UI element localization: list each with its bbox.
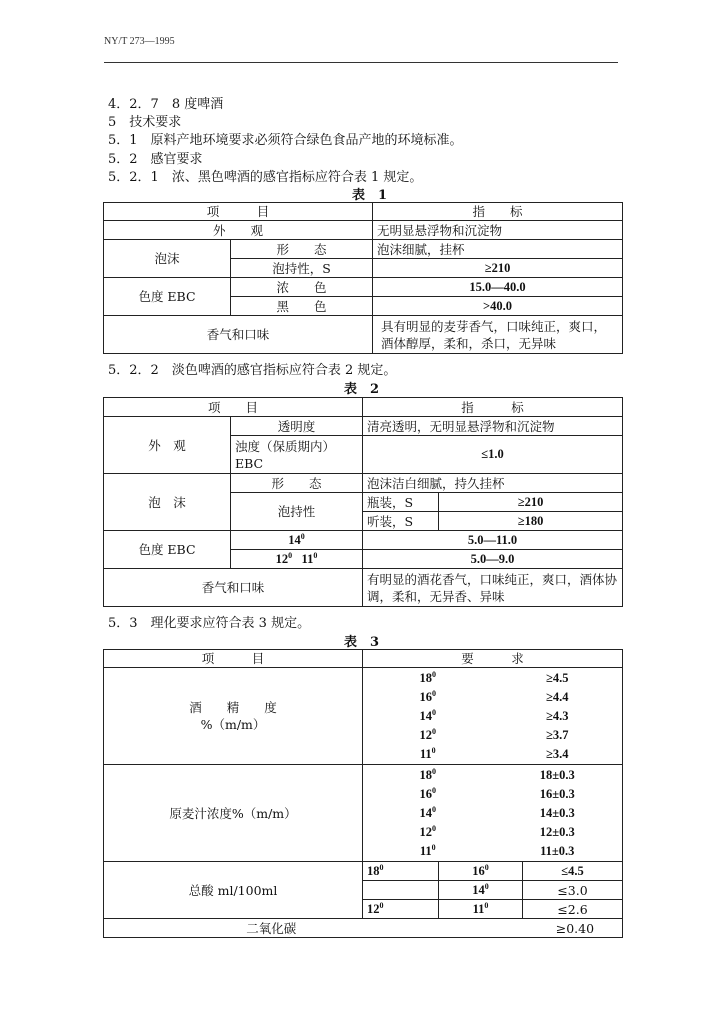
t1-color-black-value: >40.0 xyxy=(373,297,623,316)
t1-appearance: 外 观 xyxy=(104,221,373,240)
t2-deg14-sup: 0 xyxy=(300,531,305,541)
clause-5-2-2: 5．2．2 淡色啤酒的感官指标应符合表 2 规定。 xyxy=(108,363,397,378)
t2-foam-form: 形 态 xyxy=(231,474,363,493)
t3-wort-degree xyxy=(363,804,493,823)
t3-acid-r1-a xyxy=(363,862,439,881)
t2-can-value: ≥180 xyxy=(439,512,623,531)
t3-acid-r3-a-text: 12 xyxy=(367,901,380,916)
t1-color-black: 黑 色 xyxy=(231,297,373,316)
t3-acid-r1-b-sup: 0 xyxy=(484,862,489,872)
t3-alcohol xyxy=(104,668,363,765)
table-2 xyxy=(103,397,623,607)
t2-clarity-value: 清亮透明，无明显悬浮物和沉淀物 xyxy=(363,417,623,436)
t2-aroma-value: 有明显的酒花香气，口味纯正，爽口，酒体协调，柔和，无异香、异味 xyxy=(363,569,623,607)
t3-wort-degree-text: 12 xyxy=(419,824,432,839)
t3-alcohol-degree-sup: 0 xyxy=(432,726,436,736)
t2-appearance: 外 观 xyxy=(104,417,231,474)
t3-alcohol-value: ≥3.4 xyxy=(546,746,569,761)
t3-header-item: 项 目 xyxy=(104,650,363,668)
t3-acid-r1-a-text: 18 xyxy=(367,863,380,878)
t3-alcohol-row xyxy=(363,707,622,726)
t2-deg12-11 xyxy=(231,550,363,569)
t3-wort-value: 12±0.3 xyxy=(539,824,575,839)
t3-wort-row xyxy=(363,823,622,842)
t3-alcohol-degree xyxy=(363,688,493,707)
t3-alcohol-degree-text: 12 xyxy=(419,727,432,742)
t1-color: 色度 EBC xyxy=(104,278,231,316)
t2-bottle-value: ≥210 xyxy=(439,493,623,512)
t3-acid-r1-value: ≤4.5 xyxy=(523,862,623,881)
t3-wort-row xyxy=(363,766,622,785)
t3-wort-values xyxy=(363,765,623,862)
t3-acid: 总酸 ml/100ml xyxy=(104,862,363,919)
t3-alcohol-degree-text: 11 xyxy=(419,746,432,761)
t2-foam-hold: 泡持性 xyxy=(231,493,363,531)
t1-appearance-value: 无明显悬浮物和沉淀物 xyxy=(373,221,623,240)
t2-deg14 xyxy=(231,531,363,550)
table2-caption: 表 2 xyxy=(344,382,380,397)
t2-foam-form-value: 泡沫洁白细腻，持久挂杯 xyxy=(363,474,623,493)
t2-turbidity-value: ≤1.0 xyxy=(363,436,623,474)
t3-wort-degree xyxy=(363,785,493,804)
t3-wort-degree xyxy=(363,766,493,785)
t3-alcohol-degree-sup: 0 xyxy=(432,669,436,679)
t3-alcohol-degree-text: 16 xyxy=(419,689,432,704)
t3-co2: 二氧化碳 xyxy=(104,919,439,938)
t3-wort-degree xyxy=(363,823,493,842)
t2-aroma: 香气和口味 xyxy=(104,569,363,607)
t3-acid-r3-value: ≤2.6 xyxy=(523,900,623,919)
t3-alcohol-row xyxy=(363,745,622,764)
t1-aroma-value: 具有明显的麦芽香气，口味纯正，爽口，酒体醇厚，柔和，杀口，无异味 xyxy=(373,316,623,354)
t3-wort-value: 18±0.3 xyxy=(539,767,575,782)
t3-wort-degree-sup: 0 xyxy=(432,766,436,776)
clause-5-2: 5．2 感官要求 xyxy=(108,152,203,167)
t3-wort-value: 14±0.3 xyxy=(539,805,575,820)
table-1 xyxy=(103,202,623,354)
t2-header-item: 项 目 xyxy=(104,398,363,417)
t1-aroma: 香气和口味 xyxy=(104,316,373,354)
t2-deg12-text: 12 xyxy=(275,551,289,566)
clause-5-1: 5．1 原料产地环境要求必须符合绿色食品产地的环境标准。 xyxy=(108,133,463,148)
t3-wort-value: 16±0.3 xyxy=(539,786,575,801)
t3-acid-r1-b xyxy=(439,862,523,881)
t3-acid-r1-b-text: 16 xyxy=(472,863,485,878)
t3-acid-r2-b xyxy=(439,881,523,900)
t3-acid-r2-value: ≤3.0 xyxy=(523,881,623,900)
t2-clarity: 透明度 xyxy=(231,417,363,436)
t3-acid-r1-a-sup: 0 xyxy=(379,862,384,872)
t2-foam: 泡 沫 xyxy=(104,474,231,531)
t3-wort-degree-text: 16 xyxy=(419,786,432,801)
t3-wort-row xyxy=(363,842,622,861)
t2-deg11-text: 11 xyxy=(301,551,314,566)
t3-alcohol-row xyxy=(363,688,622,707)
t3-header-req: 要 求 xyxy=(363,650,623,668)
t2-deg12-value: 5.0—9.0 xyxy=(363,550,623,569)
t2-turbidity: 浊度（保质期内）EBC xyxy=(231,436,363,474)
t1-foam-form: 形 态 xyxy=(231,240,373,259)
t3-acid-r3-a-sup: 0 xyxy=(379,900,384,910)
clause-4-2-7: 4．2．7 8 度啤酒 xyxy=(108,97,224,112)
t3-wort-degree-sup: 0 xyxy=(432,804,436,814)
t3-wort-degree-sup: 0 xyxy=(432,823,436,833)
t2-deg11-sup: 0 xyxy=(313,550,318,560)
t2-can: 听装，S xyxy=(363,512,439,531)
t3-acid-r2-a xyxy=(363,881,439,900)
t3-alcohol-value: ≥4.3 xyxy=(546,708,569,723)
table-3 xyxy=(103,649,623,938)
t3-acid-r3-b-sup: 0 xyxy=(484,900,489,910)
t3-acid-r2-b-text: 14 xyxy=(472,882,485,897)
t3-alcohol-unit: %（m/m） xyxy=(200,717,266,732)
clause-5-2-1: 5．2．1 浓、黑色啤酒的感官指标应符合表 1 规定。 xyxy=(108,170,423,185)
t1-foam-form-value: 泡沫细腻，挂杯 xyxy=(373,240,623,259)
t3-alcohol-value: ≥4.5 xyxy=(546,670,569,685)
t3-wort-degree xyxy=(363,842,493,861)
t3-alcohol-value: ≥3.7 xyxy=(546,727,569,742)
header-rule xyxy=(104,62,618,63)
clause-5: 5 技术要求 xyxy=(108,115,182,130)
t3-alcohol-degree-sup: 0 xyxy=(431,745,436,755)
table1-caption: 表 1 xyxy=(352,188,388,203)
t2-bottle: 瓶装，S xyxy=(363,493,439,512)
t3-acid-r3-a xyxy=(363,900,439,919)
t3-alcohol-value: ≥4.4 xyxy=(546,689,569,704)
t3-alcohol-degree-sup: 0 xyxy=(432,688,436,698)
t3-wort-row xyxy=(363,785,622,804)
t3-alcohol-row xyxy=(363,669,622,688)
t3-alcohol-degree xyxy=(363,669,493,688)
t3-wort: 原麦汁浓度%（m/m） xyxy=(104,765,363,862)
t3-wort-degree-sup: 0 xyxy=(431,842,436,852)
t3-alcohol-degree-text: 18 xyxy=(419,670,432,685)
t2-header-index: 指 标 xyxy=(363,398,623,417)
t3-wort-degree-text: 14 xyxy=(419,805,432,820)
t1-foam: 泡沫 xyxy=(104,240,231,278)
t3-wort-row xyxy=(363,804,622,823)
t1-foam-hold: 泡持性，S xyxy=(231,259,373,278)
t3-acid-r2-b-sup: 0 xyxy=(484,881,489,891)
t3-wort-degree-text: 18 xyxy=(419,767,432,782)
t2-deg12-sup: 0 xyxy=(288,550,293,560)
t2-deg14-text: 14 xyxy=(288,532,301,547)
t3-alcohol-degree xyxy=(363,726,493,745)
t3-wort-value: 11±0.3 xyxy=(540,843,575,858)
t3-alcohol-degree xyxy=(363,707,493,726)
t3-alcohol-degree-text: 14 xyxy=(419,708,432,723)
t3-acid-r3-b-text: 11 xyxy=(472,901,485,916)
t1-color-dark: 浓 色 xyxy=(231,278,373,297)
t3-wort-degree-sup: 0 xyxy=(432,785,436,795)
t3-alcohol-label: 酒 精 度 xyxy=(189,700,277,715)
t1-header-index: 指 标 xyxy=(373,203,623,221)
t1-foam-hold-value: ≥210 xyxy=(373,259,623,278)
t2-color: 色度 EBC xyxy=(104,531,231,569)
clause-5-3: 5．3 理化要求应符合表 3 规定。 xyxy=(108,616,311,631)
t3-alcohol-degree-sup: 0 xyxy=(432,707,436,717)
t3-co2-value: ≥0.40 xyxy=(439,919,623,938)
t1-color-dark-value: 15.0—40.0 xyxy=(373,278,623,297)
table3-caption: 表 3 xyxy=(344,635,380,650)
t3-alcohol-row xyxy=(363,726,622,745)
t3-alcohol-values xyxy=(363,668,623,765)
t3-acid-r3-b xyxy=(439,900,523,919)
t3-alcohol-degree xyxy=(363,745,493,764)
t1-header-item: 项 目 xyxy=(104,203,373,221)
t2-deg14-value: 5.0—11.0 xyxy=(363,531,623,550)
t3-wort-degree-text: 11 xyxy=(419,843,432,858)
standard-code: NY/T 273—1995 xyxy=(104,36,175,47)
